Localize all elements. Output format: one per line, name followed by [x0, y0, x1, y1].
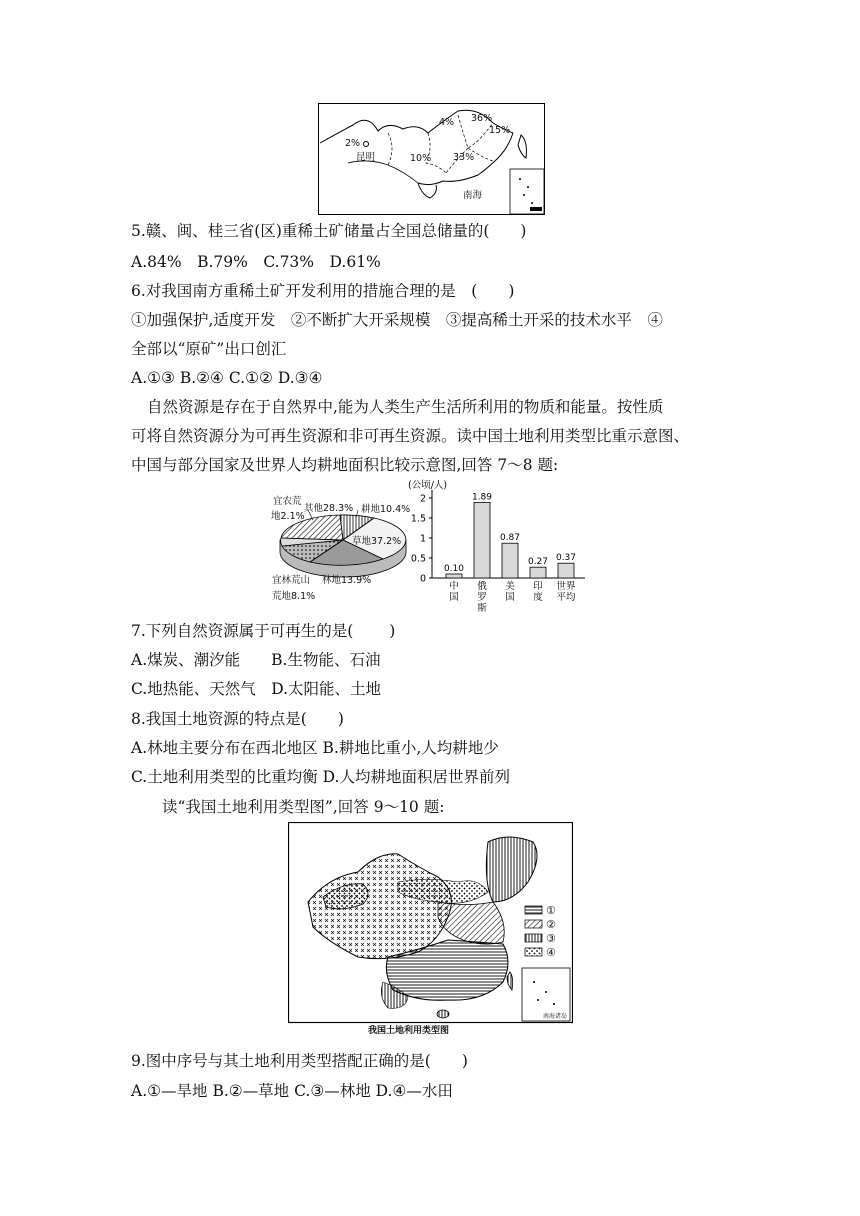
- pie-label-farmland: 耕地10.4%: [361, 504, 411, 515]
- map-label-36pct: 36%: [471, 113, 493, 124]
- bar-category-label: 美: [505, 581, 515, 592]
- map-label-south-sea: 南海: [463, 190, 483, 201]
- intro910: 读“我国土地利用类型图”,回答 9～10 题:: [162, 798, 445, 816]
- china-land-use-map: [288, 822, 573, 1036]
- q6-items-line1: ①加强保护,适度开发 ②不断扩大开采规模 ③提高稀土开采的技术水平 ④: [131, 311, 663, 329]
- intro78-line1: 自然资源是存在于自然界中,能为人类生产生活所利用的物质和能量。按性质: [147, 398, 664, 416]
- q7-options-cd: C.地热能、天然气 D.太阳能、土地: [131, 680, 382, 698]
- map-legend-4: ④: [546, 946, 556, 959]
- pie-label-grass: 草地37.2%: [352, 536, 402, 547]
- land-use-pie-chart: [268, 488, 418, 600]
- bar-category-label: 世界: [556, 581, 576, 592]
- q6-stem: 6.对我国南方重稀土矿开发利用的措施合理的是 ( ): [131, 282, 515, 300]
- bar-category-label: 斯: [477, 603, 487, 614]
- q8-options-ab: A.林地主要分布在西北地区 B.耕地比重小,人均耕地少: [131, 739, 499, 757]
- pie-label-yinong-2: 地2.1%: [271, 511, 305, 522]
- bar-value-label: 0.37: [555, 553, 577, 564]
- bar-category-label: 国: [505, 592, 515, 603]
- map-label-4pct: 4%: [439, 117, 455, 128]
- rare-earth-map: [318, 103, 545, 215]
- bar-value-label: 0.27: [527, 557, 549, 568]
- map-legend-1: ①: [546, 904, 556, 917]
- bar-category-label: 国: [449, 592, 459, 603]
- bar-category-label: 罗: [477, 592, 487, 603]
- bar-ytick-label: 0: [419, 573, 426, 585]
- map-label-kunming: 昆明: [356, 152, 376, 163]
- q5-options: A.84% B.79% C.73% D.61%: [131, 253, 381, 271]
- bar-0: [446, 574, 462, 578]
- q6-items-line2: 全部以“原矿”出口创汇: [131, 340, 287, 358]
- map-inset-label: 南海诸岛: [543, 1013, 568, 1020]
- q6-options: A.①③ B.②④ C.①② D.③④: [131, 369, 323, 387]
- bar-ytick-label: 2: [419, 493, 426, 505]
- bar-category-label: 中: [449, 581, 459, 592]
- bar-category-label: 度: [533, 592, 543, 603]
- pie-label-forest: 林地13.9%: [322, 575, 372, 586]
- q9-stem: 9.图中序号与其土地利用类型搭配正确的是( ): [131, 1052, 468, 1070]
- map-label-10pct: 10%: [410, 153, 432, 164]
- intro78-line3: 中国与部分国家及世界人均耕地面积比较示意图,回答 7～8 题:: [131, 456, 559, 474]
- bar-value-label: 0.87: [499, 533, 521, 544]
- q9-options: A.①—旱地 B.②—草地 C.③—林地 D.④—水田: [131, 1082, 453, 1100]
- bar-value-label: 0.10: [443, 564, 465, 574]
- map-label-33pct: 33%: [453, 152, 475, 163]
- map-legend-2: ②: [546, 918, 556, 931]
- q5-stem: 5.赣、闽、桂三省(区)重稀土矿储量占全国总储量的( ): [131, 222, 527, 240]
- bar-ytick-label: 1: [419, 533, 426, 545]
- bar-4: [558, 563, 574, 578]
- q7-stem: 7.下列自然资源属于可再生的是( ): [131, 622, 396, 640]
- bar-2: [502, 543, 518, 578]
- bar-ytick-label: 1.5: [410, 513, 426, 525]
- pie-label-other: 其他28.3%: [304, 503, 354, 514]
- pie-label-yinong-1: 宜农荒: [273, 496, 302, 507]
- farmland-bar-chart: [400, 476, 590, 616]
- map-legend-3: ③: [546, 932, 556, 945]
- bar-3: [530, 567, 546, 578]
- map-label-2pct: 2%: [345, 138, 361, 149]
- q7-options-ab: A.煤炭、潮汐能 B.生物能、石油: [131, 651, 381, 669]
- map-label-15pct: 15%: [489, 125, 511, 136]
- map-caption: 我国土地利用类型图: [368, 1026, 450, 1036]
- bar-category-label: 印: [533, 581, 543, 592]
- pie-label-yilin-1: 宜林荒山: [272, 575, 311, 586]
- bar-ylabel: (公顷/人): [408, 480, 448, 491]
- bar-category-label: 平均: [556, 592, 576, 603]
- pie-label-yilin-2: 荒地8.1%: [272, 591, 316, 602]
- bar-ytick-label: 0.5: [410, 553, 426, 565]
- bar-value-label: 1.89: [471, 492, 493, 503]
- intro78-line2: 可将自然资源分为可再生资源和非可再生资源。读中国土地利用类型比重示意图、: [131, 427, 690, 445]
- bar-category-label: 俄: [477, 581, 487, 592]
- q8-stem: 8.我国土地资源的特点是( ): [131, 710, 344, 728]
- bar-1: [474, 502, 490, 578]
- q8-options-cd: C.土地利用类型的比重均衡 D.人均耕地面积居世界前列: [131, 768, 510, 786]
